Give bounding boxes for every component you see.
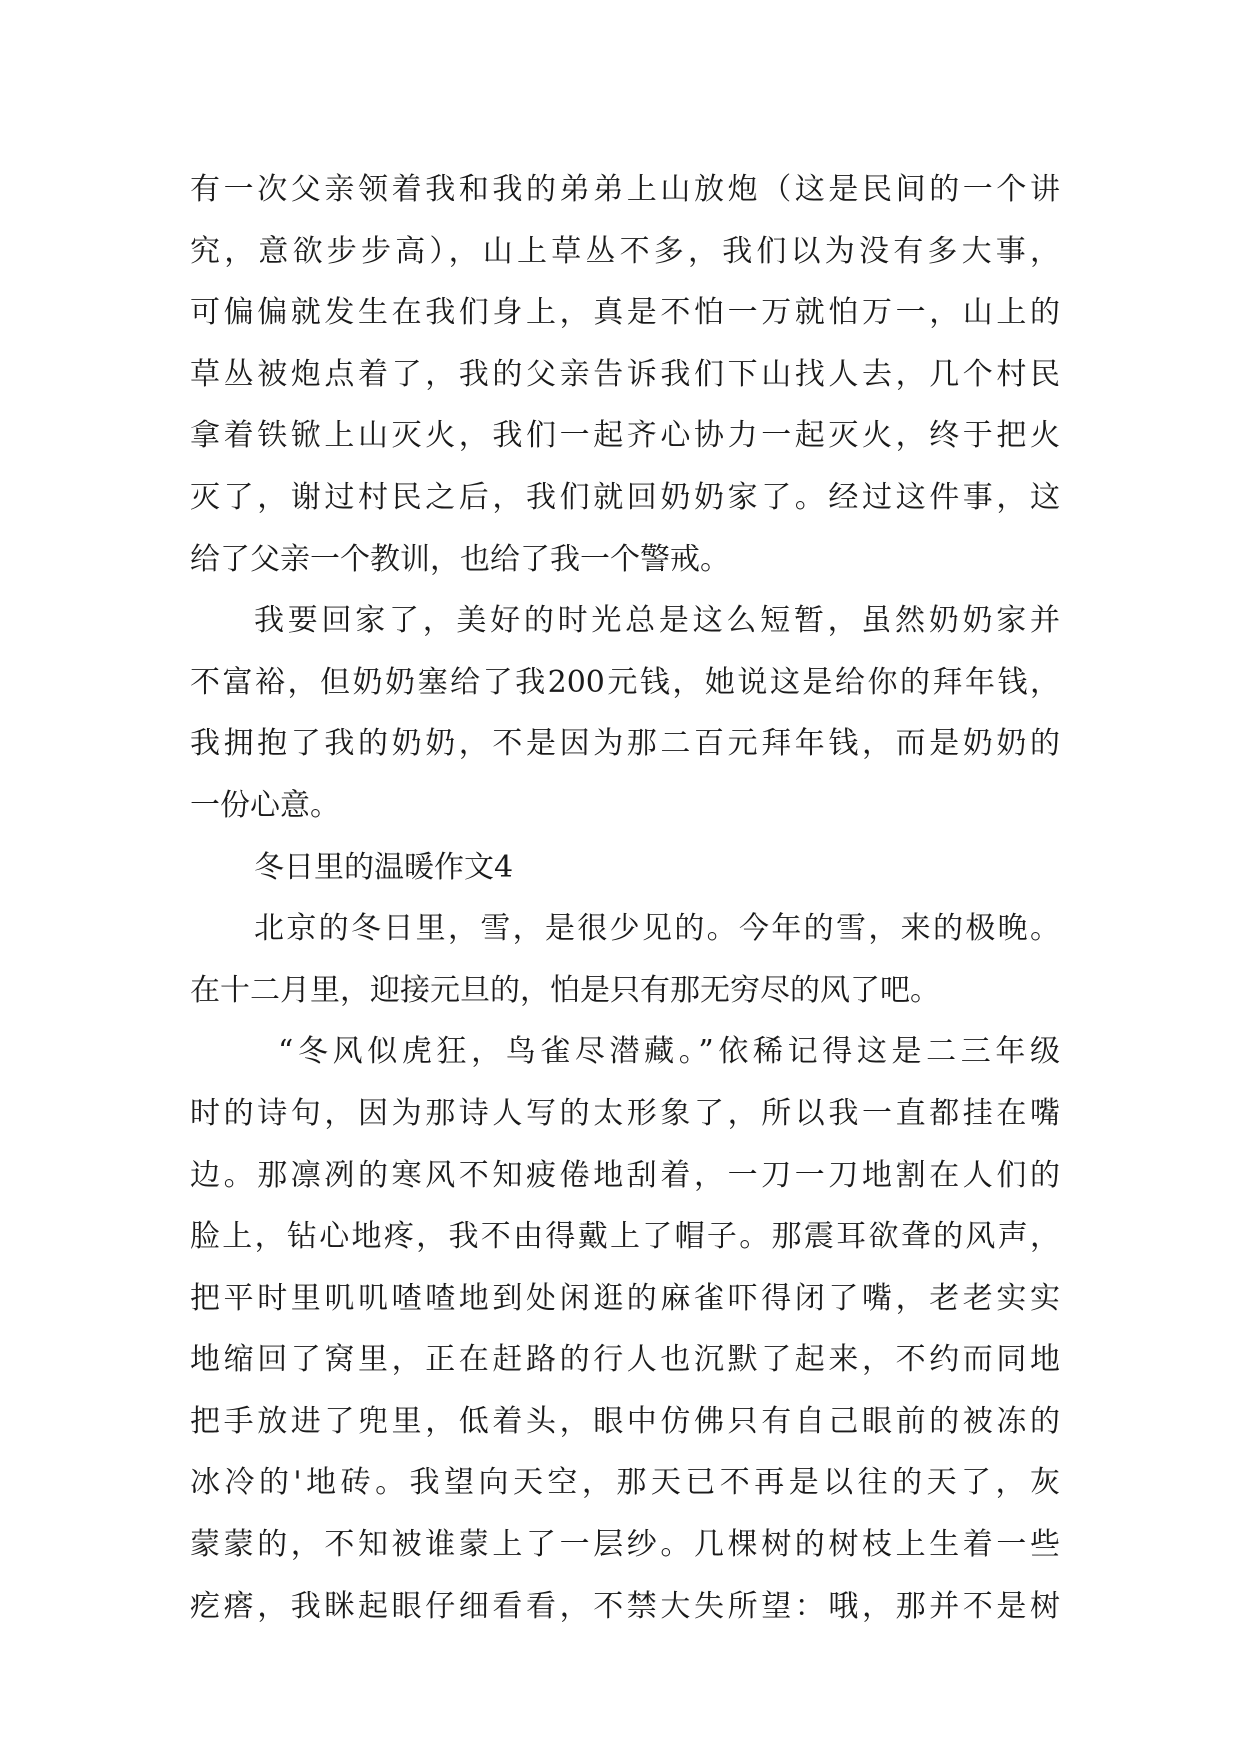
document-body <box>190 159 1060 1637</box>
text-line: 地缩回了窝里，正在赶路的行人也沉默了起来，不约而同地 <box>190 1342 1060 1378</box>
text-line: 脸上，钻心地疼，我不由得戴上了帽子。那震耳欲聋的风声， <box>190 1219 1060 1255</box>
text-line: 把平时里叽叽喳喳地到处闲逛的麻雀吓得闭了嘴，老老实实 <box>190 1280 1060 1316</box>
text-line: 时的诗句，因为那诗人写的太形象了，所以我一直都挂在嘴 <box>190 1095 1060 1131</box>
section-heading <box>190 837 1060 899</box>
text-line: 北京的冬日里，雪，是很少见的。今年的雪，来的极晚。 <box>254 911 1060 947</box>
paragraph <box>190 590 1060 836</box>
paragraph <box>190 1021 1060 1637</box>
heading-line: 冬日里的温暖作文4 <box>254 849 514 885</box>
text-line: 一份心意。 <box>190 787 340 823</box>
text-line: 把手放进了兜里，低着头，眼中仿佛只有自己眼前的被冻的 <box>190 1403 1060 1439</box>
text-line: 在十二月里，迎接元旦的，怕是只有那无穷尽的风了吧。 <box>190 972 940 1008</box>
paragraph <box>190 898 1060 1021</box>
text-line: 不富裕，但奶奶塞给了我200元钱，她说这是给你的拜年钱， <box>190 664 1060 700</box>
text-line: 草丛被炮点着了，我的父亲告诉我们下山找人去，几个村民 <box>190 356 1060 392</box>
text-line: 灭了，谢过村民之后，我们就回奶奶家了。经过这件事，这 <box>190 479 1060 515</box>
text-line: 可偏偏就发生在我们身上，真是不怕一万就怕万一，山上的 <box>190 295 1060 331</box>
text-line: 拿着铁锨上山灭火，我们一起齐心协力一起灭火，终于把火 <box>190 418 1060 454</box>
text-line: “冬风似虎狂，鸟雀尽潜藏。”依稀记得这是二三年级 <box>278 1034 1060 1070</box>
text-line: 疙瘩，我眯起眼仔细看看，不禁大失所望：哦，那并不是树 <box>190 1588 1060 1624</box>
text-line: 给了父亲一个教训，也给了我一个警戒。 <box>190 541 730 577</box>
text-line: 我拥抱了我的奶奶，不是因为那二百元拜年钱，而是奶奶的 <box>190 726 1060 762</box>
text-line: 边。那凛冽的寒风不知疲倦地刮着，一刀一刀地割在人们的 <box>190 1157 1060 1193</box>
text-line: 我要回家了，美好的时光总是这么短暂，虽然奶奶家并 <box>254 603 1060 639</box>
text-line: 蒙蒙的，不知被谁蒙上了一层纱。几棵树的树枝上生着一些 <box>190 1527 1060 1563</box>
text-line: 有一次父亲领着我和我的弟弟上山放炮（这是民间的一个讲 <box>190 172 1060 207</box>
text-line: 究，意欲步步高），山上草丛不多，我们以为没有多大事， <box>190 233 1060 269</box>
text-line: 冰冷的'地砖。我望向天空，那天已不再是以往的天了，灰 <box>190 1465 1060 1501</box>
paragraph <box>190 159 1060 590</box>
